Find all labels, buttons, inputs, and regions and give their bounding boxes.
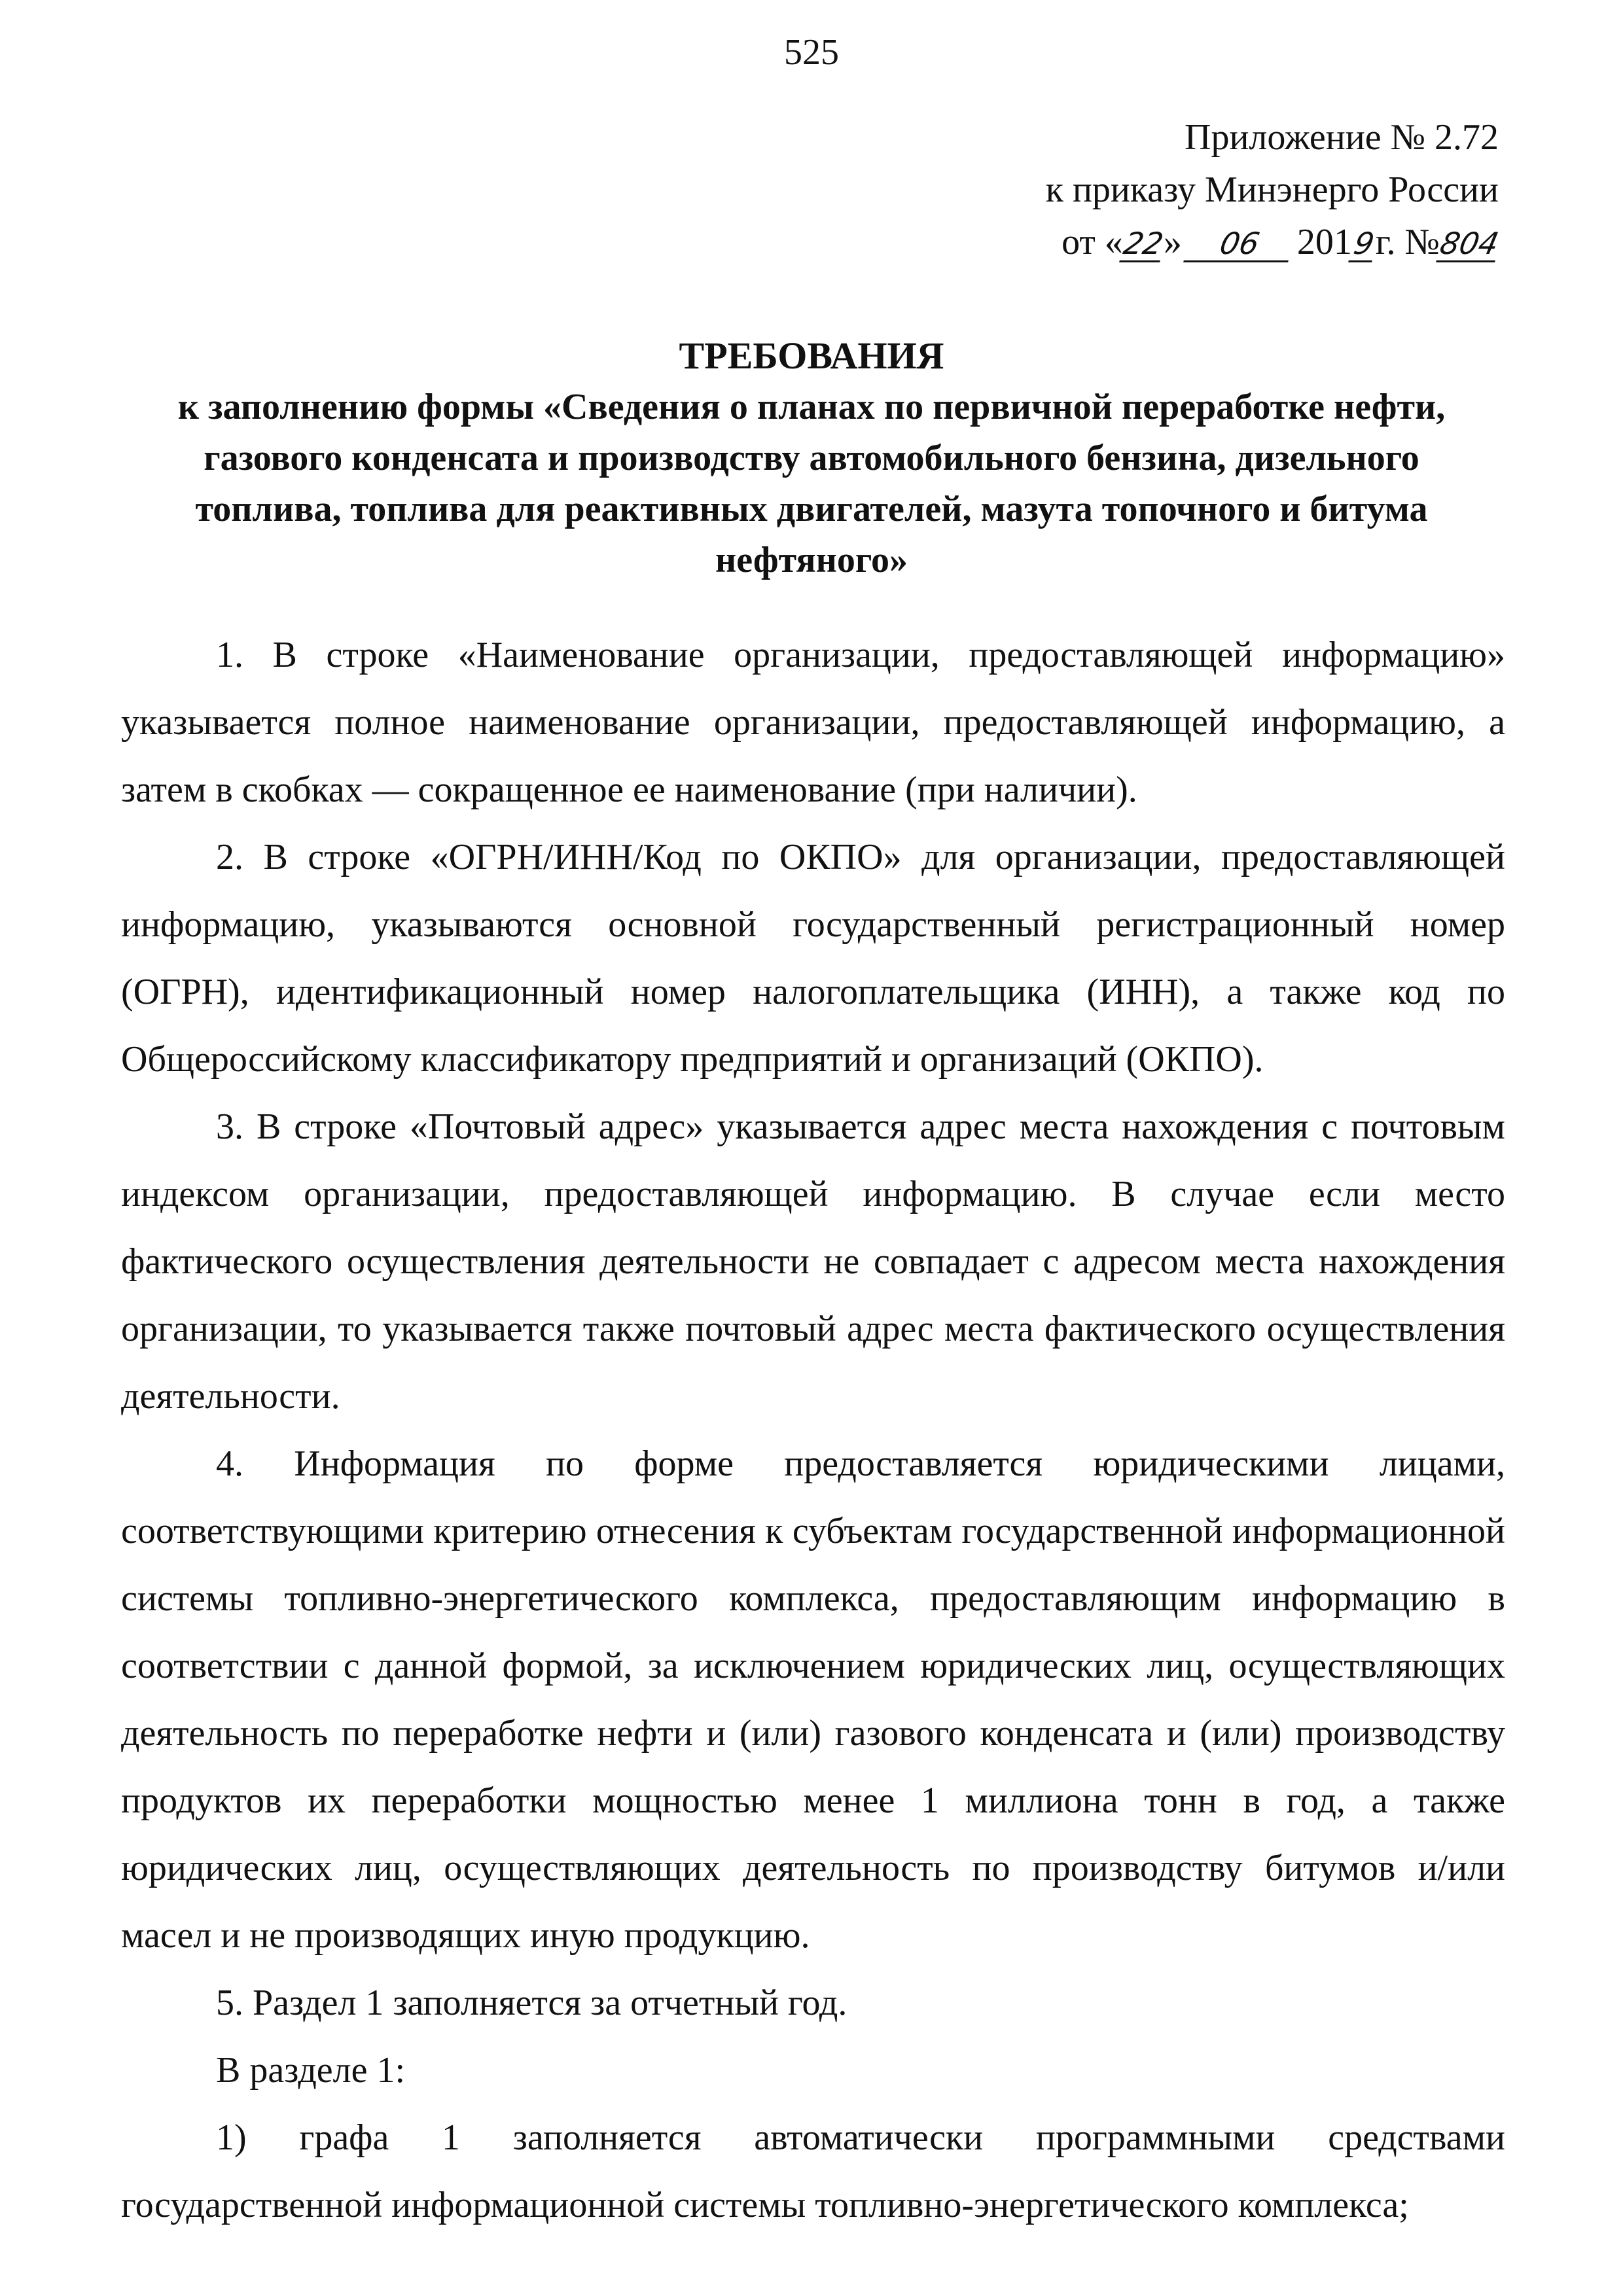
paragraph-2: 2. В строке «ОГРН/ИНН/Код по ОКПО» для организации, предоставляющей информацию, указываются основной государственный регистрационный номер (ОГРН), идентификационный номер налогоплательщика (ИНН), а также код по Общероссийскому классификатору предприятий и организаций (ОКПО).: [121, 837, 1505, 1080]
date-year-end: г. №: [1375, 222, 1440, 262]
document-heading: ТРЕБОВАНИЯ: [679, 334, 944, 377]
title-line-3: топлива, топлива для реактивных двигателей, мазута топочного и битума: [195, 489, 1428, 529]
appendix-order-ref: к приказу Минэнерго России: [1045, 169, 1499, 210]
handwritten-order-number: 804: [1436, 226, 1502, 261]
page-number: 525: [784, 32, 839, 73]
appendix-date-line: [1001, 216, 1502, 268]
appendix-header: [1001, 111, 1502, 268]
paragraph-column-1: 1) графа 1 заполняется автоматически программными средствами государственной информационной системы топливно-энергетического комплекса;: [121, 2117, 1505, 2225]
title-line-4: нефтяного»: [715, 540, 908, 580]
handwritten-day: 22: [1119, 226, 1168, 262]
handwritten-month: 06: [1183, 226, 1296, 262]
handwritten-year-digit: 9: [1348, 226, 1380, 262]
document-title-block: [118, 330, 1505, 586]
paragraph-3: 3. В строке «Почтовый адрес» указывается адрес места нахождения с почтовым индексом организации, предоставляющей информацию. В случае если место фактического осуществления деятельности не совпадает с адресом места нахождения организации, то указывается также почтовый адрес места фактического осуществления деятельности.: [121, 1106, 1505, 1417]
paragraph-4: 4. Информация по форме предоставляется юридическими лицами, соответствующими критерию отнесения к субъектам государственной информационной системы топливно-энергетического комплекса, предоставляющим информацию в соответствии с данной формой, за исключением юридических лиц, осуществляющих деятельность по переработке нефти и (или) газового конденсата и (или) производству продуктов их переработки мощностью менее 1 миллиона тонн в год, а также юридических лиц, осуществляющих деятельность по производству битумов и/или масел и не производящих иную продукцию.: [121, 1443, 1505, 1956]
date-prefix: от «: [1061, 222, 1123, 262]
title-line-2: газового конденсата и производству автомобильного бензина, дизельного: [204, 438, 1419, 478]
paragraph-5: 5. Раздел 1 заполняется за отчетный год.: [216, 1983, 847, 2023]
paragraph-section-intro: В разделе 1:: [216, 2050, 406, 2091]
title-line-1: к заполнению формы «Сведения о планах по первичной переработке нефти,: [177, 387, 1446, 427]
date-mid: »: [1163, 222, 1182, 262]
date-year-prefix: 201: [1296, 222, 1352, 262]
paragraph-1: 1. В строке «Наименование организации, предоставляющей информацию» указывается полное наименование организации, предоставляющей информацию, а затем в скобках — сокращенное ее наименование (при наличии).: [121, 635, 1505, 810]
document-body: [121, 622, 1505, 2239]
appendix-number: Приложение № 2.72: [1185, 117, 1499, 158]
